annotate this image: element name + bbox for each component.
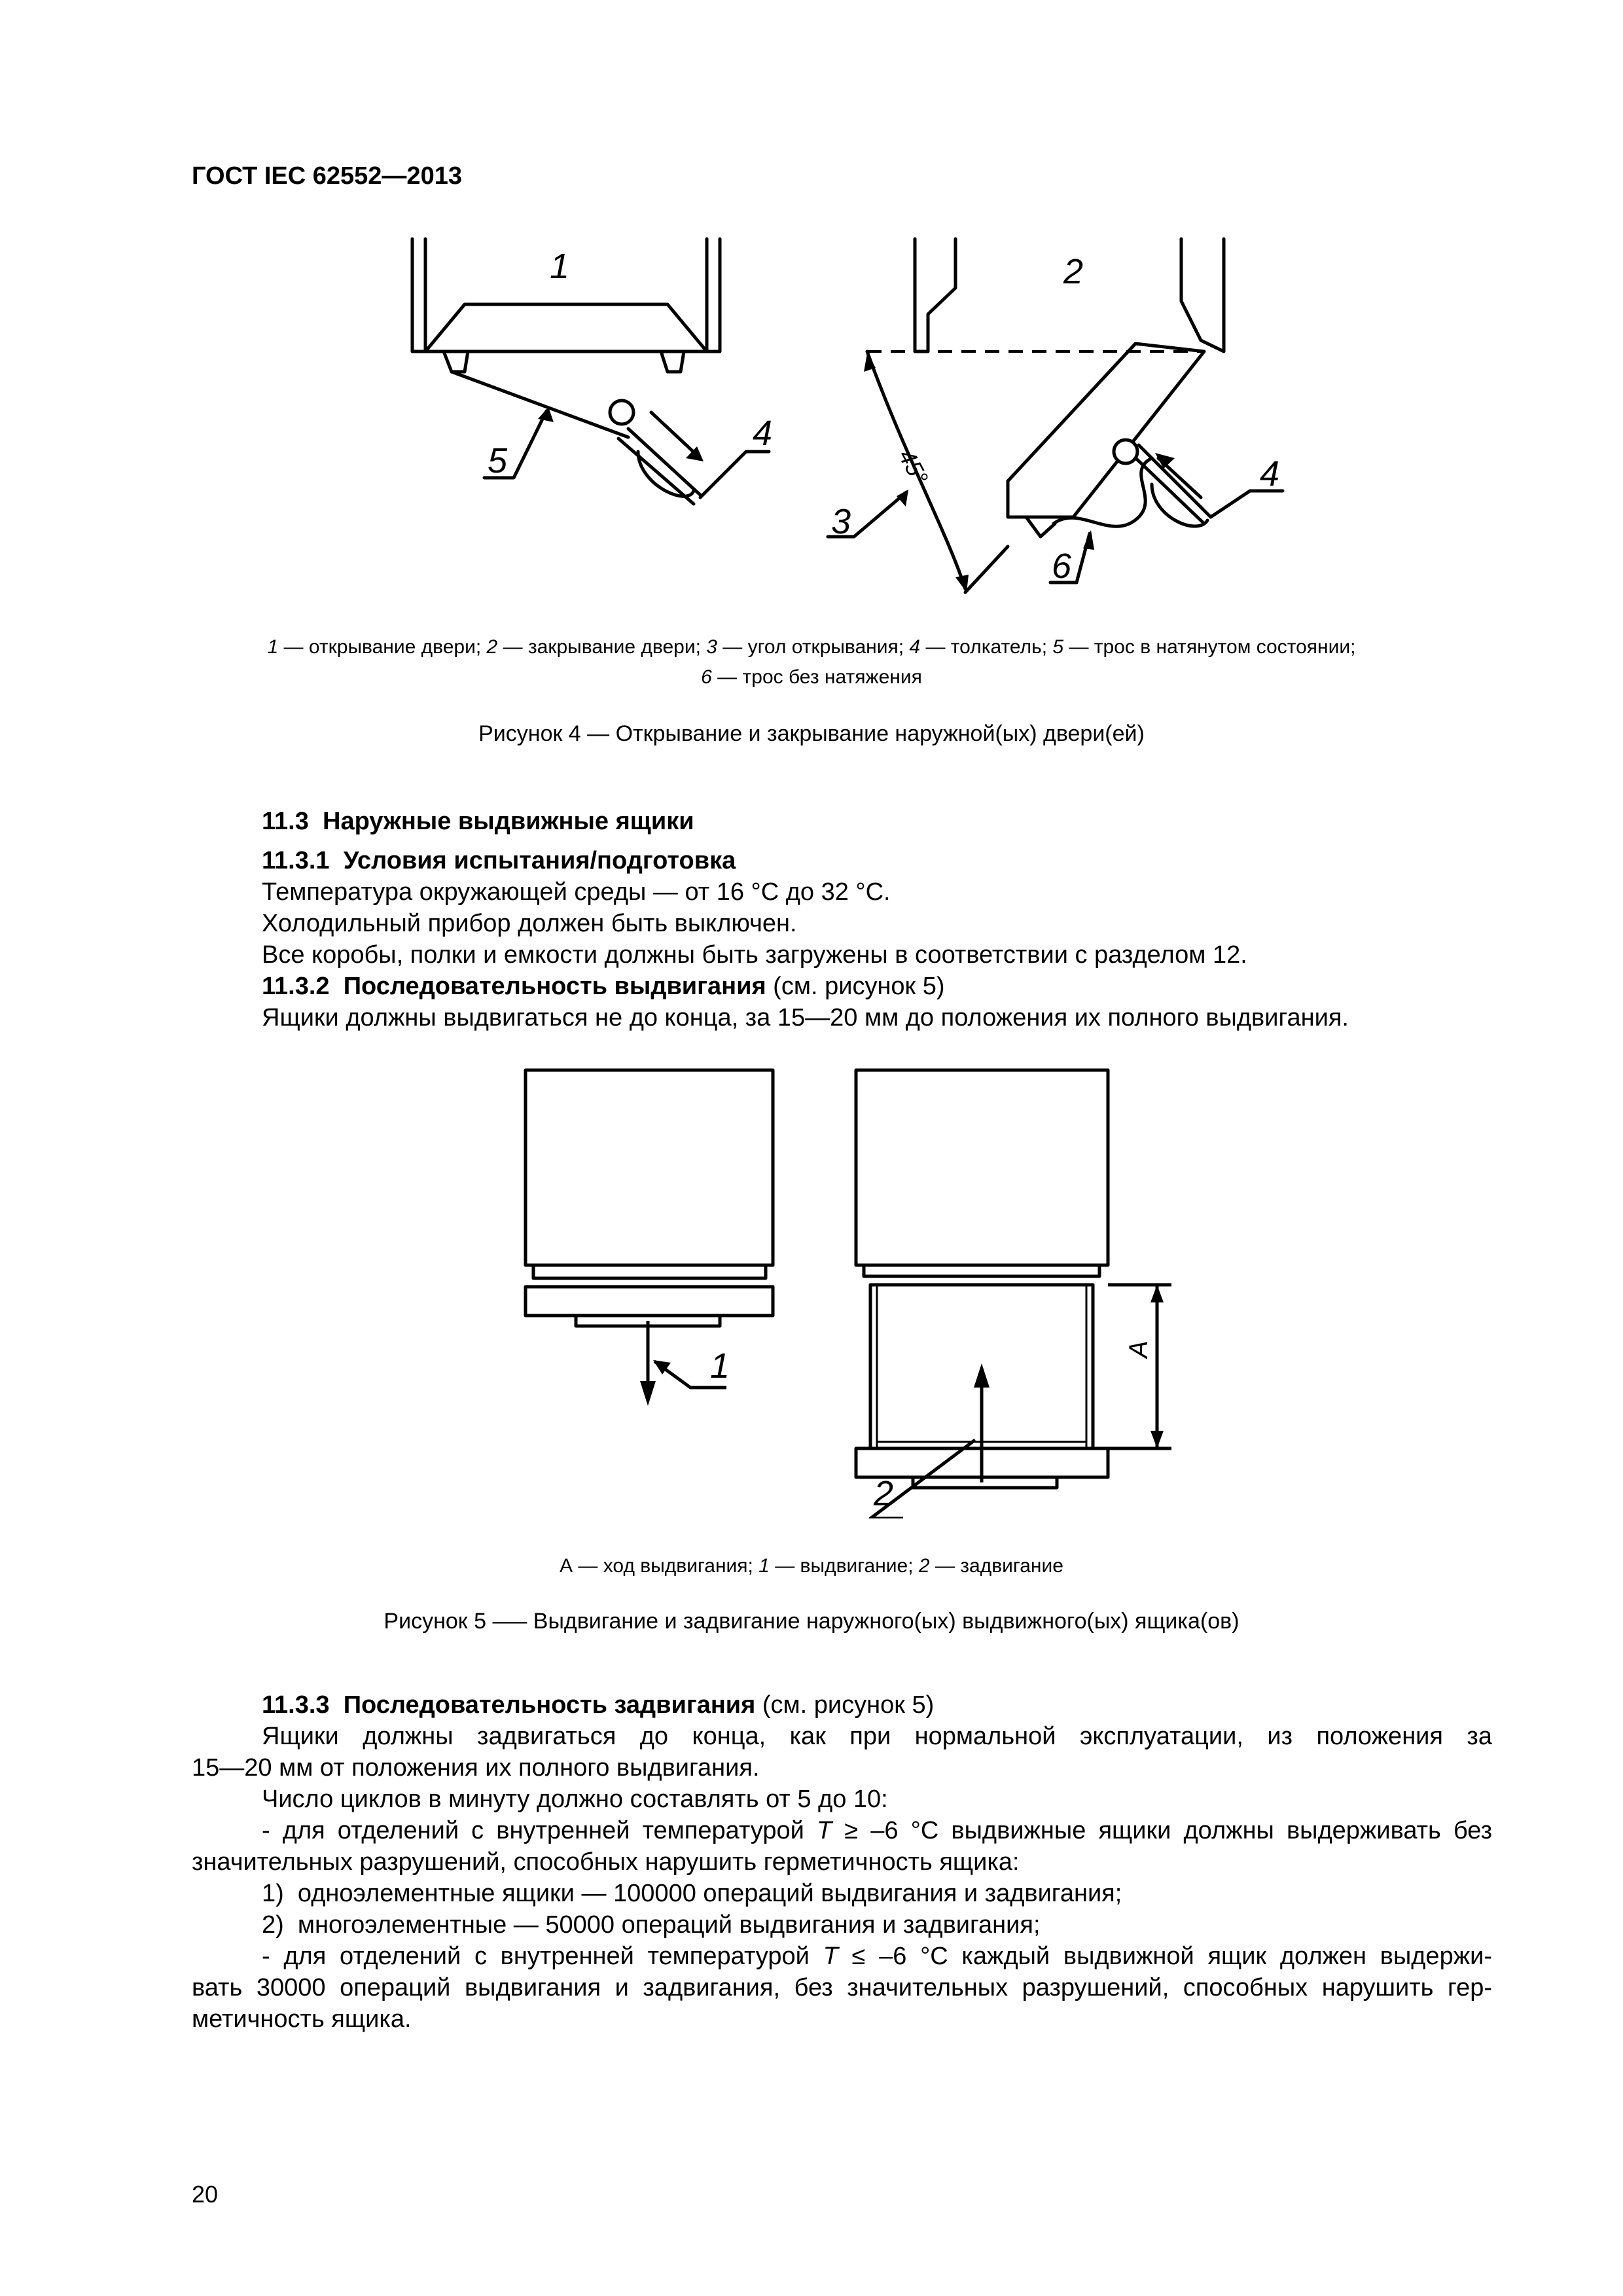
paragraph-line: Температура окружающей среды — от 16 °C до 32 °C. <box>262 878 891 906</box>
figure-5 <box>0 1047 1623 1518</box>
figure-5-drawing <box>0 1047 1623 1518</box>
section-11-3-heading: 11.3 Наружные выдвижные ящики <box>262 808 694 835</box>
figure-4-legend-line-2: 6 — трос без натяжения <box>701 666 922 688</box>
section-11-3-2-heading: 11.3.2 Последовательность выдвигания (см. рисунок 5) <box>262 973 945 1000</box>
leader-4-right <box>1211 491 1283 517</box>
right-cabinet-wall-left <box>915 239 955 351</box>
left-door-hinge-left <box>444 351 468 372</box>
figure-4-drawing <box>0 0 1623 615</box>
left-door-body <box>425 304 707 351</box>
paragraph-line: Ящики должны задвигаться до конца, как при нормальной эксплуатации, из положения за <box>262 1723 1492 1750</box>
fig4-label-1: 1 <box>550 247 570 286</box>
figure-4 <box>0 0 1623 615</box>
dim-a-arrow-bottom <box>1150 1431 1164 1448</box>
section-11-3-1-heading: 11.3.1 Условия испытания/подготовка <box>262 847 736 874</box>
paragraph-line: Ящики должны выдвигаться не до конца, за 15—20 мм до положения их полного выдвигания. <box>262 1004 1349 1031</box>
left-door-hinge-right <box>661 351 684 372</box>
fig4-angle-label: 45° <box>893 444 934 489</box>
dim-a-arrow-top <box>1150 1285 1164 1302</box>
left-cabinet-body <box>526 1070 773 1265</box>
page-number: 20 <box>192 2181 219 2208</box>
left-drawer-rails <box>533 1265 766 1278</box>
right-cabinet-wall-right <box>1181 239 1224 351</box>
fig4-label-3: 3 <box>831 502 851 541</box>
paragraph-line: Число циклов в минуту должно составлять от 5 до 10: <box>262 1785 888 1813</box>
list-item-1: 1) одноэлементные ящики — 100000 операций выдвигания и задвигания; <box>262 1880 1122 1907</box>
right-door-body <box>1008 344 1204 517</box>
leader-3-arrowhead <box>897 490 908 507</box>
paragraph-line: Все коробы, полки и емкости должны быть загружены в соответствии с разделом 12. <box>262 941 1247 969</box>
left-cabinet-wall-left <box>412 239 425 351</box>
leader-4-left <box>700 452 769 497</box>
right-push-arrowhead <box>974 1363 990 1388</box>
figure-4-caption: Рисунок 4 — Открывание и закрывание наружной(ых) двери(ей) <box>478 721 1145 746</box>
paragraph-line: Холодильный прибор должен быть выключен. <box>262 910 797 937</box>
fig4-label-4-left: 4 <box>753 414 773 453</box>
paragraph-line: значительных разрушений, способных нарушить герметичность ящика: <box>192 1848 1020 1876</box>
paragraph-line: - для отделений с внутренней температурой T ≤ –6 °C каждый выдвижной ящик должен выдержи- <box>262 1943 1493 1970</box>
left-pusher-rod-1 <box>618 439 694 504</box>
paragraph-line: 15—20 мм от положения их полного выдвигания. <box>192 1754 760 1782</box>
left-cabinet-wall-right <box>707 239 720 351</box>
fig4-label-4-right: 4 <box>1260 454 1280 493</box>
paragraph-line: метичность ящика. <box>192 2005 412 2033</box>
right-drawer-rails <box>864 1265 1099 1276</box>
fig4-label-2: 2 <box>1063 252 1084 291</box>
angle-arc-bottom-arrow <box>955 575 969 592</box>
left-pusher-knob <box>610 401 633 424</box>
left-drawer-front <box>526 1287 773 1316</box>
fig5-label-1: 1 <box>710 1346 730 1386</box>
fig5-label-a: A <box>1124 1340 1153 1358</box>
right-cabinet-body <box>856 1070 1108 1265</box>
list-item-2: 2) многоэлементные — 50000 операций выдвигания и задвигания; <box>262 1911 1041 1939</box>
left-pull-arrowhead <box>640 1381 656 1406</box>
figure-5-caption: Рисунок 5 —– Выдвигание и задвигание наружного(ых) выдвижного(ых) ящика(ов) <box>383 1609 1240 1634</box>
paragraph-line: - для отделений с внутренней температурой T ≥ –6 °C выдвижные ящики должны выдерживать без <box>262 1817 1493 1844</box>
angle-ref-line <box>965 547 1008 592</box>
fig4-label-5: 5 <box>488 441 508 480</box>
left-pusher-base <box>638 452 694 496</box>
section-11-3-3-heading: 11.3.3 Последовательность задвигания (см. рисунок 5) <box>262 1691 935 1719</box>
right-door-hinge <box>1026 517 1055 537</box>
paragraph-line: вать 30000 операций выдвигания и задвигания, без значительных разрушений, способных нарушить гер- <box>192 1974 1492 2001</box>
fig4-label-6: 6 <box>1052 547 1072 586</box>
right-pusher-rod-2 <box>1139 445 1211 517</box>
right-drawer-handle <box>913 1477 1057 1488</box>
document-header: ГОСТ IEC 62552—2013 <box>192 162 462 190</box>
figure-4-legend-line-1: 1 — открывание двери; 2 — закрывание двери; 3 — угол открывания; 4 — толкатель; 5 — трос в натянутом состоянии; <box>267 636 1356 658</box>
figure-5-legend: А — ход выдвигания; 1 — выдвигание; 2 — задвигание <box>560 1555 1063 1577</box>
right-pusher-knob <box>1114 440 1137 463</box>
fig5-label-2: 2 <box>874 1474 894 1513</box>
